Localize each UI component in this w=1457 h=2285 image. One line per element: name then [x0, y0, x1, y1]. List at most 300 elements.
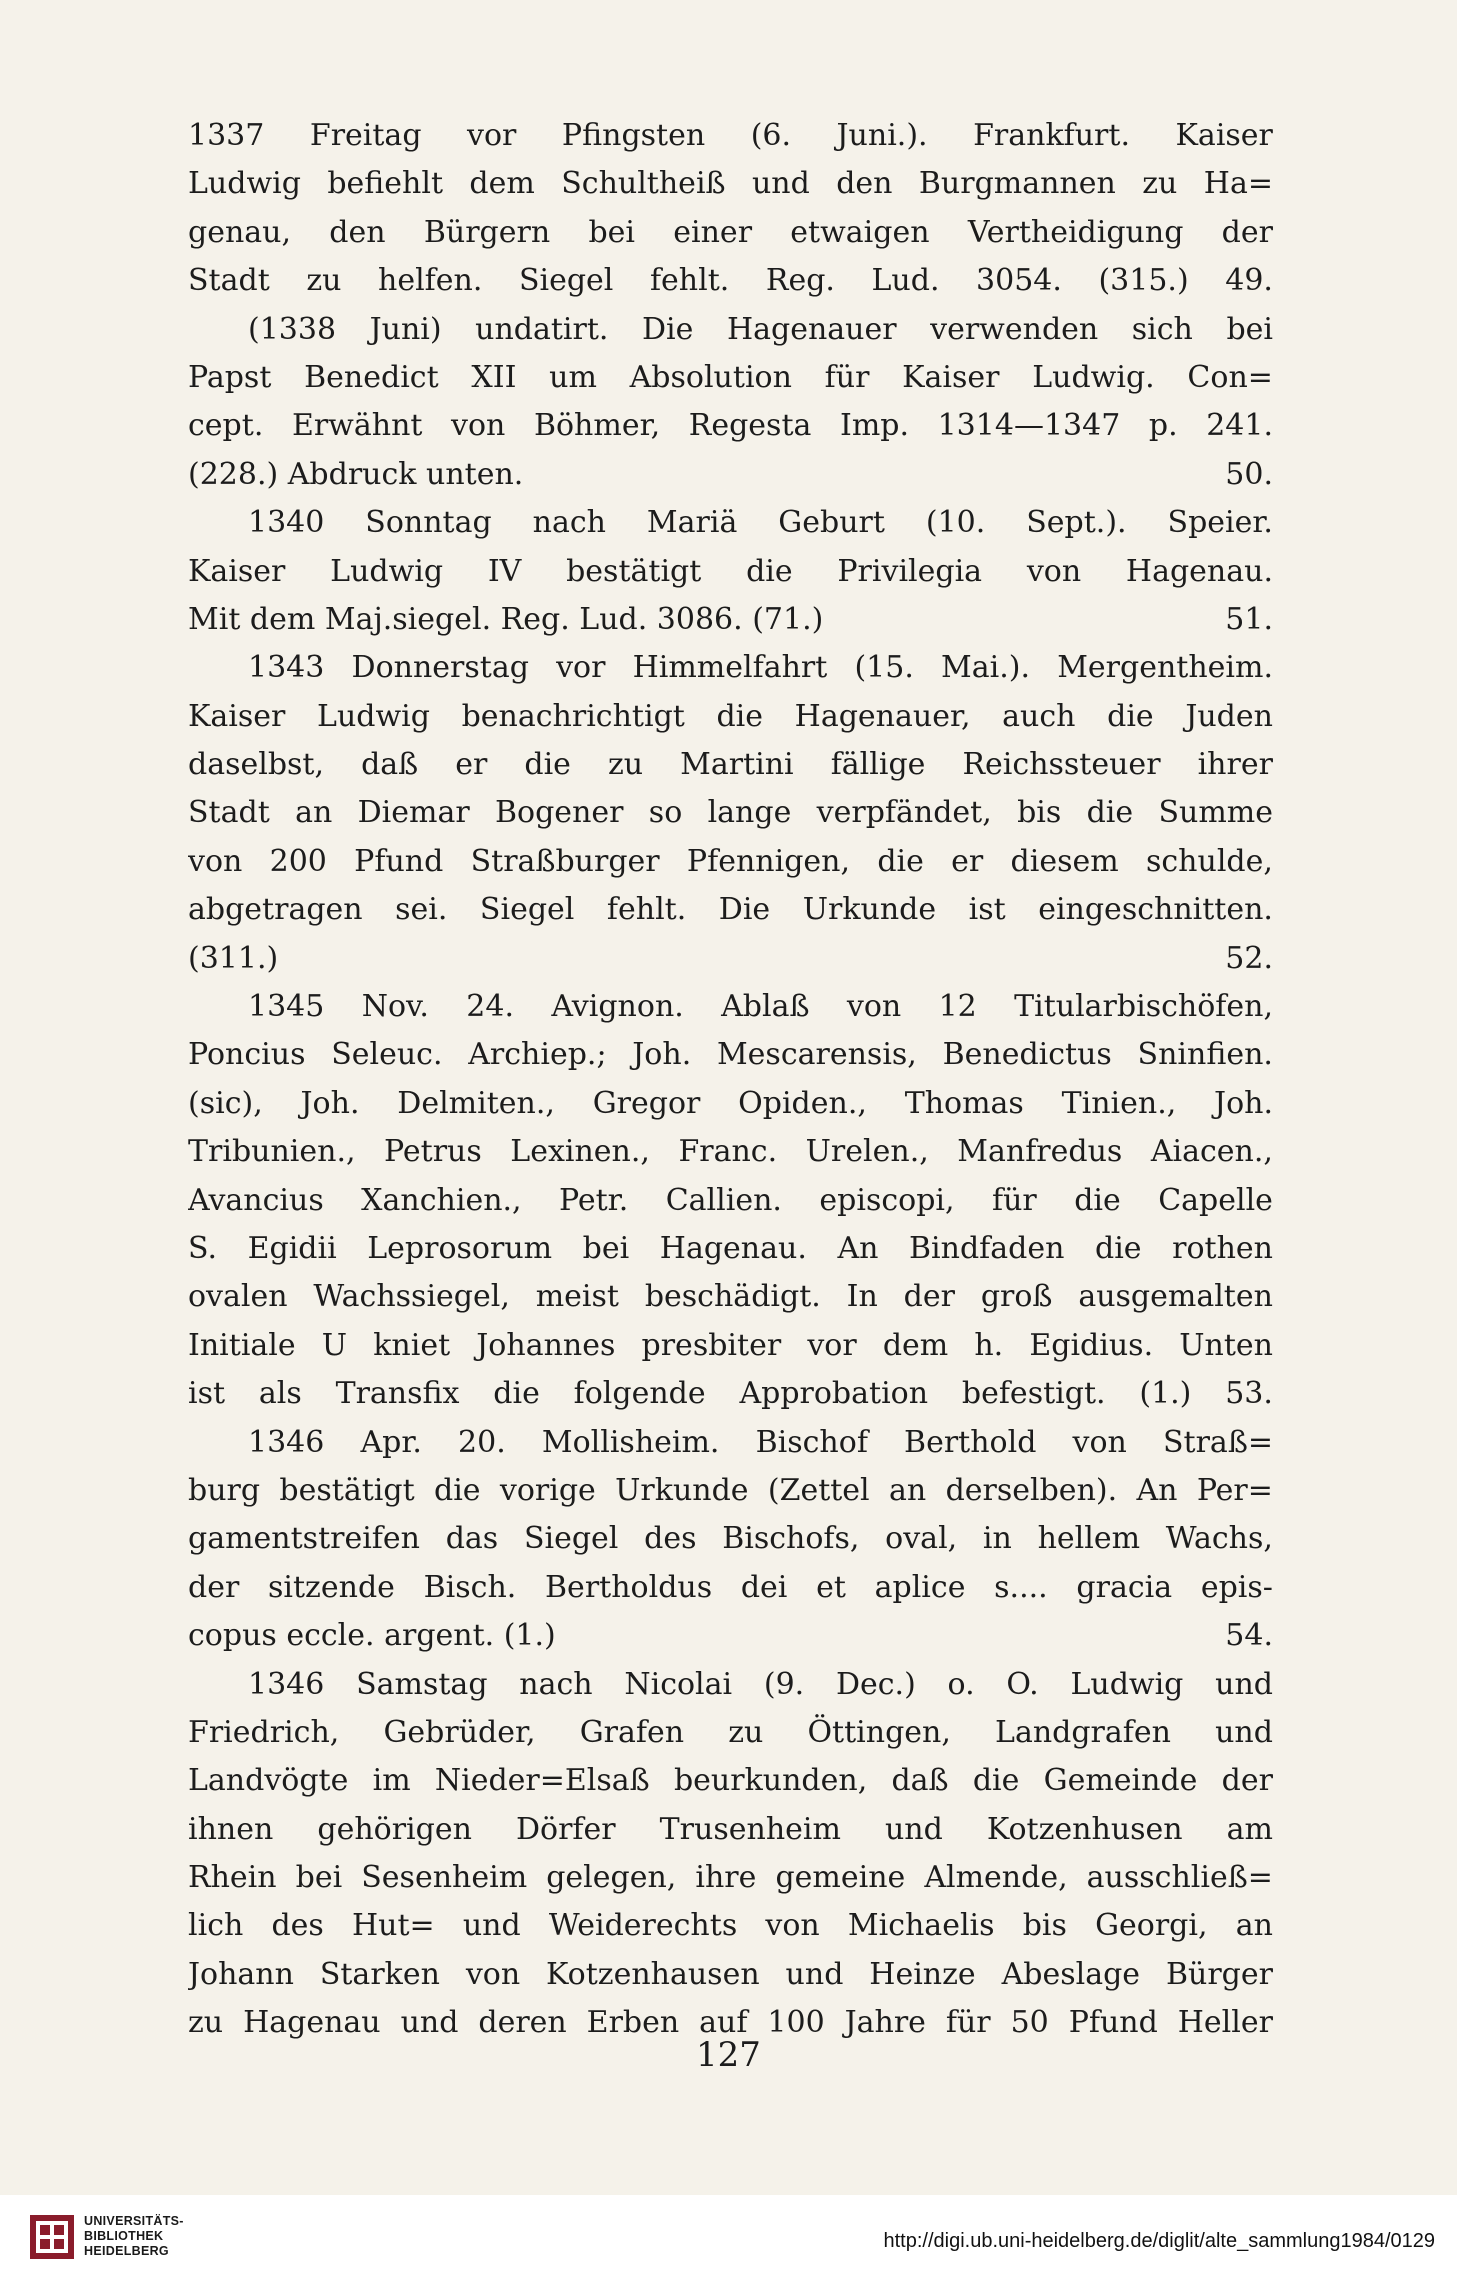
word: Ludwig [317, 698, 430, 734]
word: eingeschnitten. [1038, 892, 1273, 928]
word: ovalen [188, 1279, 288, 1315]
text-line [188, 596, 1273, 644]
line-text: Mit dem Maj.siegel. Reg. Lud. 3086. (71.) [188, 601, 824, 637]
word: Himmelfahrt [632, 650, 828, 686]
word: 241. [1206, 408, 1273, 444]
word: 1340 [248, 505, 325, 541]
text-line [188, 1370, 1273, 1418]
word: der [188, 1569, 240, 1605]
word: und [462, 1908, 521, 1944]
word: befiehlt [327, 166, 444, 202]
word: Petrus [384, 1134, 482, 1170]
word: Johann [188, 1956, 294, 1992]
word: Kaiser [1175, 118, 1273, 153]
word: (6. [750, 118, 792, 153]
text-line [188, 886, 1273, 934]
word: Johannes [476, 1327, 616, 1363]
word: Frankfurt. [973, 118, 1130, 153]
word: Kaiser [902, 359, 1000, 395]
word: Erben [586, 2005, 680, 2041]
word: s.... [994, 1569, 1048, 1605]
word: Pfennigen, [686, 843, 851, 879]
word: vorige [499, 1472, 596, 1508]
word: bei [1226, 311, 1273, 347]
word: einer [673, 214, 753, 250]
word: Rhein [188, 1860, 277, 1896]
text-line [188, 1806, 1273, 1854]
word: Kaiser [188, 698, 286, 734]
word: (1338 [248, 311, 337, 347]
word: ist [968, 892, 1006, 928]
word: 1345 [248, 989, 325, 1025]
word: Summe [1158, 795, 1273, 831]
word: Erwähnt [291, 408, 423, 444]
line-text: (228.) Abdruck unten. [188, 456, 524, 492]
word: Bindfaden [909, 1230, 1065, 1266]
word: helfen. [378, 263, 483, 299]
word: Avancius [188, 1182, 324, 1218]
word: die [716, 698, 764, 734]
word: Bischof [755, 1424, 868, 1460]
word: Abeslage [1001, 1956, 1141, 1992]
word: Burgmannen [918, 166, 1116, 202]
word: Tribunien., [188, 1134, 356, 1170]
word: bei [588, 214, 635, 250]
word: die [493, 1376, 540, 1412]
word: Sonntag [365, 505, 492, 541]
word: 20. [458, 1424, 506, 1460]
word: Mollisheim. [541, 1424, 720, 1460]
institution-line: BIBLIOTHEK [84, 2229, 164, 2243]
text-line [188, 209, 1273, 257]
word: zu [1142, 166, 1178, 202]
word: Ludwig [188, 166, 301, 202]
word: An [1136, 1472, 1178, 1508]
word: als [258, 1376, 302, 1412]
text-line [188, 1709, 1273, 1757]
word: Ha= [1203, 166, 1273, 202]
word: sei. [395, 892, 448, 928]
text-line [188, 1080, 1273, 1128]
word: vor [807, 1327, 857, 1363]
text-line [188, 402, 1273, 450]
text-line [188, 983, 1273, 1031]
text-line [188, 354, 1273, 402]
word: der [1221, 1763, 1273, 1799]
word: Siegel [518, 263, 614, 299]
word: fehlt. [606, 892, 687, 928]
word: Kotzenhausen [546, 1956, 760, 1992]
word: und [400, 2005, 459, 2041]
text-line [188, 1854, 1273, 1902]
word: Jahre [844, 2005, 926, 2041]
word: die [1107, 698, 1154, 734]
word: so [648, 795, 683, 831]
word: Transfix [335, 1376, 460, 1412]
word: die [1086, 795, 1134, 831]
word: von [465, 1956, 521, 1992]
word: dei [740, 1569, 788, 1605]
word: Samstag [356, 1666, 488, 1702]
word: Die [642, 311, 694, 347]
word: Benedict [304, 359, 439, 395]
word: 3054. [976, 263, 1062, 299]
word: Egidii [247, 1230, 337, 1266]
line-text: copus eccle. argent. (1.) [188, 1618, 556, 1654]
word: fällige [830, 747, 926, 783]
word: XII [471, 359, 517, 395]
word: des [271, 1908, 324, 1944]
word: gemeine [775, 1860, 906, 1896]
word: und [751, 166, 810, 202]
word: vor [556, 650, 606, 686]
word: 100 [767, 2005, 825, 2041]
word: befestigt. [961, 1376, 1106, 1412]
word: derselben). [945, 1472, 1118, 1508]
word: (315.) [1098, 263, 1189, 299]
word: für [945, 2005, 991, 2041]
word: für [991, 1182, 1037, 1218]
text-line [188, 789, 1273, 837]
word: gehörigen [317, 1811, 472, 1847]
word: das [445, 1521, 499, 1557]
word: nach [532, 505, 606, 541]
word: Bertholdus [545, 1569, 713, 1605]
word: er [455, 747, 488, 783]
text-line [188, 1419, 1273, 1467]
word: Gregor [592, 1085, 701, 1121]
text-line [188, 160, 1273, 208]
text-line [188, 451, 1273, 499]
word: Bisch. [423, 1569, 517, 1605]
word: 1343 [248, 650, 325, 686]
word: Starken [319, 1956, 440, 1992]
word: Michaelis [847, 1908, 995, 1944]
text-line [188, 644, 1273, 692]
word: Stadt [188, 795, 270, 831]
word: Sept.). [1026, 505, 1127, 541]
word: Ludwig [1070, 1666, 1184, 1702]
word: im [372, 1763, 411, 1799]
word: Bischofs, [722, 1521, 860, 1557]
word: presbiter [641, 1327, 782, 1363]
word: Die [718, 892, 771, 928]
word: an [295, 795, 333, 831]
word: sitzende [268, 1569, 395, 1605]
word: Lexinen., [510, 1134, 650, 1170]
word: Mescarensis, [716, 1037, 917, 1073]
word: undatirt. [475, 311, 609, 347]
word: Apr. [360, 1424, 422, 1460]
text-block [188, 112, 1273, 2048]
word: groß [980, 1279, 1053, 1315]
word: daselbst, [188, 747, 325, 783]
word: zu [306, 263, 342, 299]
word: Böhmer, [533, 408, 661, 444]
text-line [188, 1902, 1273, 1950]
word: (Zettel [767, 1472, 870, 1508]
word: In [846, 1279, 878, 1315]
word: Sninfien. [1137, 1037, 1273, 1073]
word: Mariä [646, 505, 738, 541]
word: Diemar [357, 795, 470, 831]
word: 1346 [248, 1424, 325, 1460]
institution-line: UNIVERSITÄTS- [84, 2214, 184, 2228]
word: lange [707, 795, 792, 831]
word: Kaiser [188, 553, 286, 589]
word: die [433, 1472, 481, 1508]
word: Callien. [665, 1182, 782, 1218]
word: o. [947, 1666, 975, 1702]
word: schulde, [1145, 843, 1273, 879]
text-line [188, 306, 1273, 354]
word: und [1215, 1666, 1273, 1702]
word: gelegen, [546, 1860, 677, 1896]
word: diesem [1010, 843, 1119, 879]
word: Hagenau [243, 2005, 381, 2041]
word: bei [582, 1230, 630, 1266]
word: von [1026, 553, 1082, 589]
text-line [188, 935, 1273, 983]
word: sich [1131, 311, 1193, 347]
word: Urkunde [615, 1472, 749, 1508]
word: Franc. [678, 1134, 778, 1170]
word: die [1095, 1230, 1142, 1266]
word: er [951, 843, 984, 879]
word: Absolution [629, 359, 792, 395]
word: Opiden., [738, 1085, 867, 1121]
word: An [837, 1230, 879, 1266]
word: (1.) [1139, 1376, 1192, 1412]
word: Nov. [361, 989, 429, 1025]
word: et [816, 1569, 846, 1605]
word: Dörfer [515, 1811, 616, 1847]
word: Siegel [479, 892, 575, 928]
text-line [188, 1612, 1273, 1660]
word: Donnerstag [351, 650, 529, 686]
word: Hagenauer [726, 311, 897, 347]
word: an [1235, 1908, 1273, 1944]
entry-number: 50. [1225, 456, 1273, 492]
word: Pfingsten [561, 118, 706, 153]
word: (15. [854, 650, 914, 686]
word: Almende, [924, 1860, 1068, 1896]
word: und [884, 1811, 943, 1847]
word: U [321, 1327, 348, 1363]
word: kniet [373, 1327, 451, 1363]
word: verwenden [930, 311, 1099, 347]
word: Manfredus [957, 1134, 1123, 1170]
word: Wachs, [1165, 1521, 1273, 1557]
word: von [1072, 1424, 1127, 1460]
word: Straßburger [470, 843, 660, 879]
word: 1337 [188, 118, 265, 153]
word: Ablaß [721, 989, 810, 1025]
word: 1314—1347 [937, 408, 1121, 444]
word: am [1226, 1811, 1273, 1847]
word: h. [974, 1327, 1004, 1363]
word: Landvögte [188, 1763, 349, 1799]
word: Approbation [739, 1376, 929, 1412]
word: Hagenauer, [794, 698, 971, 734]
text-line [188, 1951, 1273, 1999]
word: Titularbischöfen, [1014, 989, 1273, 1025]
word: 24. [466, 989, 515, 1025]
word: Freitag [309, 118, 422, 153]
word: Juni) [369, 311, 442, 347]
footer-bar [0, 2195, 1457, 2285]
permalink-url[interactable]: http://digi.ub.uni-heidelberg.de/diglit/alte_sammlung1984/0129 [883, 2230, 1435, 2252]
word: Ludwig. [1032, 359, 1155, 395]
entry-number: 51. [1225, 601, 1273, 637]
word: um [549, 359, 597, 395]
word: Reg. [765, 263, 835, 299]
word: des [644, 1521, 697, 1557]
word: Joh. [632, 1037, 692, 1073]
text-line [188, 112, 1273, 160]
word: ihrer [1197, 747, 1273, 783]
word: Juni.). [836, 118, 928, 153]
word: (sic), [188, 1085, 263, 1121]
word: 49. [1225, 263, 1273, 299]
word: Privilegia [837, 553, 983, 589]
word: Urelen., [805, 1134, 929, 1170]
word: Delmiten., [397, 1085, 555, 1121]
word: Archiep.; [468, 1037, 607, 1073]
entry-number: 52. [1225, 940, 1273, 976]
text-line [188, 1467, 1273, 1515]
word: Capelle [1158, 1182, 1273, 1218]
word: Aiacen., [1150, 1134, 1273, 1170]
word: gracia [1076, 1569, 1173, 1605]
word: an [889, 1472, 927, 1508]
word: und [785, 1956, 844, 1992]
word: (9. [763, 1666, 805, 1702]
word: Seleuc. [331, 1037, 443, 1073]
word: für [824, 359, 870, 395]
text-line [188, 499, 1273, 547]
word: Heinze [869, 1956, 976, 1992]
word: bei [295, 1860, 343, 1896]
text-line [188, 1757, 1273, 1805]
word: ihre [695, 1860, 757, 1896]
word: Hut= [351, 1908, 435, 1944]
word: Per= [1196, 1472, 1273, 1508]
word: Dec.) [835, 1666, 916, 1702]
word: die [746, 553, 793, 589]
word: Vertheidigung [967, 214, 1184, 250]
word: Bogener [495, 795, 624, 831]
text-line [188, 1515, 1273, 1563]
word: hellem [1037, 1521, 1141, 1557]
word: den [329, 214, 386, 250]
word: von [765, 1908, 820, 1944]
word: Schultheiß [561, 166, 726, 202]
word: burg [188, 1472, 261, 1508]
word: Martini [680, 747, 794, 783]
word: Papst [188, 359, 272, 395]
word: Siegel [523, 1521, 619, 1557]
word: deren [478, 2005, 567, 2041]
word: ausgemalten [1078, 1279, 1273, 1315]
word: bestätigt [279, 1472, 415, 1508]
university-library-logo-icon [28, 2213, 76, 2261]
text-line [188, 548, 1273, 596]
text-line [188, 1031, 1273, 1079]
word: Pfund [1068, 2005, 1158, 2041]
word: Öttingen, [807, 1714, 951, 1750]
word: von [451, 408, 506, 444]
text-line [188, 1564, 1273, 1612]
word: 53. [1225, 1376, 1273, 1412]
word: Bürger [1165, 1956, 1273, 1992]
word: den [836, 166, 893, 202]
word: die [877, 843, 924, 879]
word: Ludwig [330, 553, 444, 589]
word: auf [699, 2005, 748, 2041]
word: lich [188, 1908, 244, 1944]
word: nach [519, 1666, 593, 1702]
word: abgetragen [188, 892, 363, 928]
text-line [188, 741, 1273, 789]
word: Poncius [188, 1037, 306, 1073]
word: Urkunde [802, 892, 937, 928]
word: zu [728, 1714, 764, 1750]
word: Con= [1187, 359, 1273, 395]
word: Pfund [354, 843, 444, 879]
word: 200 [269, 843, 327, 879]
word: Avignon. [551, 989, 684, 1025]
word: Mergentheim. [1057, 650, 1273, 686]
word: S. [188, 1230, 218, 1266]
word: dem [469, 166, 535, 202]
word: episcopi, [819, 1182, 955, 1218]
word: meist [535, 1279, 619, 1315]
word: Joh. [300, 1085, 360, 1121]
word: Thomas [904, 1085, 1024, 1121]
word: und [1215, 1714, 1273, 1750]
word: bestätigt [566, 553, 702, 589]
word: fehlt. [649, 263, 730, 299]
word: Heller [1177, 2005, 1273, 2041]
word: cept. [188, 408, 264, 444]
word: Petr. [559, 1182, 629, 1218]
word: Hagenau. [659, 1230, 807, 1266]
text-line [188, 1322, 1273, 1370]
page-number: 127 [696, 2035, 761, 2075]
word: Unten [1179, 1327, 1273, 1363]
word: die [972, 1763, 1020, 1799]
line-text: (311.) [188, 940, 279, 976]
word: dem [882, 1327, 949, 1363]
word: daß [891, 1763, 949, 1799]
word: Nicolai [624, 1666, 733, 1702]
word: Grafen [579, 1714, 685, 1750]
word: Mai.). [941, 650, 1031, 686]
word: in [982, 1521, 1012, 1557]
word: Regesta [688, 408, 812, 444]
word: Hagenau. [1125, 553, 1273, 589]
word: Imp. [839, 408, 910, 444]
word: gamentstreifen [188, 1521, 420, 1557]
word: (10. [925, 505, 986, 541]
word: Xanchien., [361, 1182, 522, 1218]
institution-name [84, 2214, 184, 2259]
word: beurkunden, [673, 1763, 868, 1799]
word: vor [467, 118, 517, 153]
word: Joh. [1214, 1085, 1273, 1121]
word: 50 [1010, 2005, 1049, 2041]
